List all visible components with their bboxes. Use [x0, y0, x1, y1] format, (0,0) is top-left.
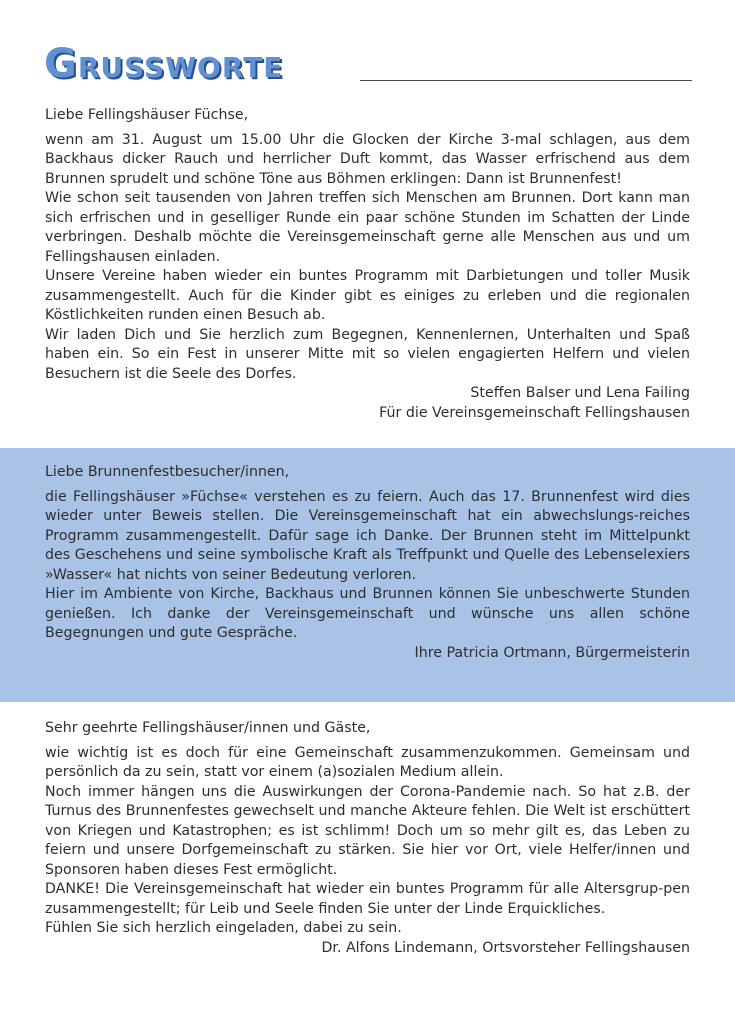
greeting-body: [45, 488, 690, 644]
greeting-section-vereinsgemeinschaft: [0, 100, 735, 440]
signature-line: Für die Vereinsgemeinschaft Fellingshausen: [379, 404, 690, 421]
greeting-section-ortsvorsteher: [0, 702, 735, 1024]
signature-line: Ihre Patricia Ortmann, Bürgermeisterin: [414, 644, 690, 661]
salutation: Sehr geehrte Fellingshäuser/innen und Gäste,: [45, 720, 371, 736]
paragraph: Noch immer hängen uns die Auswirkungen der Corona-Pandemie nach. So hat z.B. der Turnus des Brunnenfestes gewechselt und manche Akteure fehlen. Die Welt ist erschüttert von Kriegen und Katastrophen; es ist schlimm! Doch um so mehr gilt es, das Leben zu feiern und unsere Dorfgemeinschaft zu stärken. Sie hier vor Ort, viele Helfer/innen und Sponsoren haben dieses Fest ermöglicht.: [45, 783, 690, 878]
greeting-text-block: [45, 106, 690, 423]
signature-line: Dr. Alfons Lindemann, Ortsvorsteher Fellingshausen: [321, 939, 690, 956]
paragraph: Unsere Vereine haben wieder ein buntes Programm mit Darbietungen und toller Musik zusammengestellt. Auch für die Kinder gibt es einiges zu erleben und die regionalen Köstlichkeiten runden einen Besuch ab.: [45, 268, 690, 323]
greeting-text-block: [45, 463, 690, 663]
paragraph: Wie schon seit tausenden von Jahren treffen sich Menschen am Brunnen. Dort kann man sich erfrischen und in geselliger Runde ein paar schöne Stunden im Schatten der Linde verbringen. Deshalb möchte die Vereinsgemeinschaft gerne alle Menschen aus und um Fellingshausen einladen.: [45, 190, 690, 265]
page-title: Grussworte: [44, 41, 284, 87]
salutation: Liebe Fellingshäuser Füchse,: [45, 107, 249, 123]
greeting-section-buergermeisterin: [0, 448, 735, 702]
greeting-body: [45, 131, 690, 385]
paragraph: die Fellingshäuser »Füchse« verstehen es zu feiern. Auch das 17. Brunnenfest wird dies wieder unter Beweis stellen. Die Vereinsgemeinschaft hat ein abwechslungs-reiches Programm zusammengestellt. Dafür sage ich Danke. Der Brunnen steht im Mittelpunkt des Geschehens und seine symbolische Kraft als Treffpunkt und Quelle des Lebenselexiers »Wasser« hat nichts von seiner Bedeutung verloren.: [45, 488, 690, 583]
paragraph: DANKE! Die Vereinsgemeinschaft hat wieder ein buntes Programm für alle Altersgrup-pen zusammengestellt; für Leib und Seele finden Sie unter der Linde Erquickliches.: [45, 881, 690, 917]
paragraph: Hier im Ambiente von Kirche, Backhaus und Brunnen können Sie unbeschwerte Stunden genießen. Ich danke der Vereinsgemeinschaft und wünsche uns allen schöne Begegnungen und gute Gespräche.: [45, 586, 690, 641]
greeting-text-block: [45, 719, 690, 958]
paragraph: wenn am 31. August um 15.00 Uhr die Glocken der Kirche 3-mal schlagen, aus dem Backhaus dicker Rauch und herrlicher Duft kommt, das Wasser erfrischend aus dem Brunnen sprudelt und schöne Töne aus Böhmen erklingen: Dann ist Brunnenfest!: [45, 131, 690, 187]
paragraph: Fühlen Sie sich herzlich eingeladen, dabei zu sein.: [45, 920, 402, 936]
signature-line: Steffen Balser und Lena Failing: [470, 385, 690, 401]
greeting-body: [45, 744, 690, 939]
paragraph: wie wichtig ist es doch für eine Gemeinschaft zusammenzukommen. Gemeinsam und persönlich da zu sein, statt vor einem (a)sozialen Medium allein.: [45, 744, 690, 780]
title-underline: [360, 80, 692, 81]
salutation: Liebe Brunnenfestbesucher/innen,: [45, 464, 290, 480]
page-header: [44, 40, 692, 92]
paragraph: Wir laden Dich und Sie herzlich zum Begegnen, Kennenlernen, Unterhalten und Spaß haben ein. So ein Fest in unserer Mitte mit so vielen engagierten Helfern und vielen Besuchern ist die Seele des Dorfes.: [45, 326, 690, 382]
